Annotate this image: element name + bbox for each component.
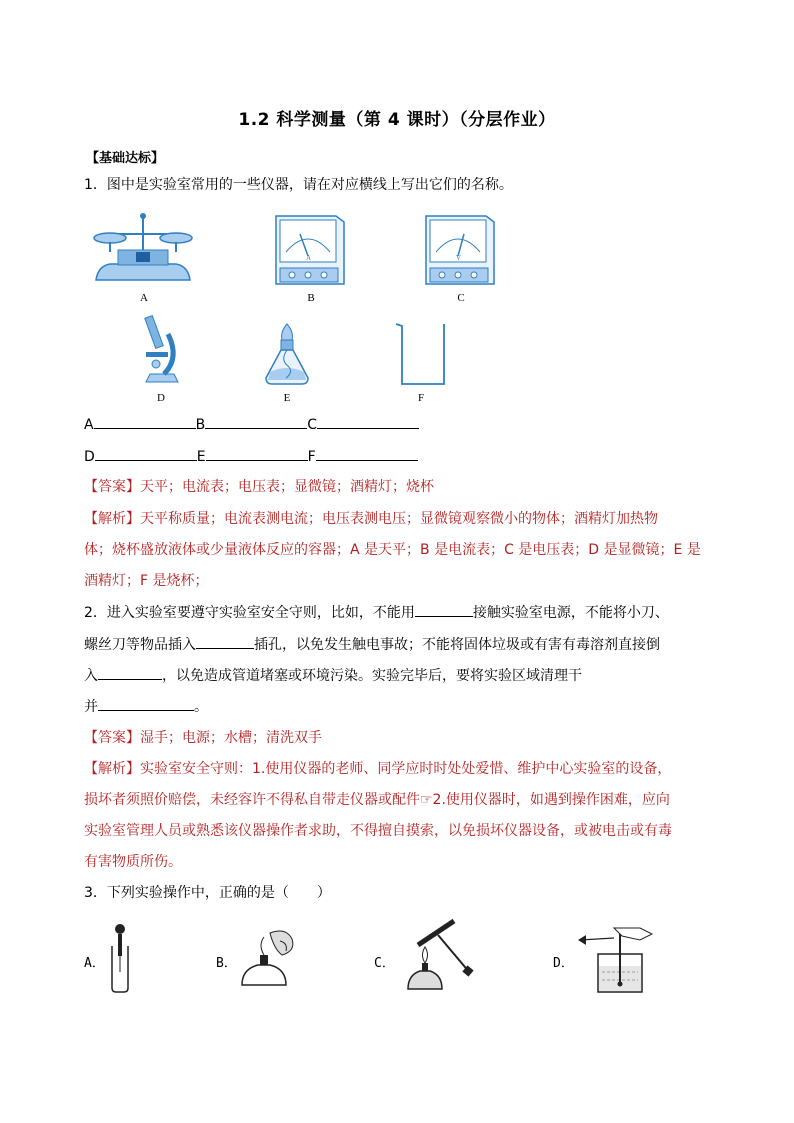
blank-label-c: C (307, 417, 317, 433)
svg-text:V: V (456, 254, 462, 262)
lamp-lighting-figure (236, 925, 304, 991)
q2-text: ，以免造成管道堵塞或环境污染。实验完毕后，要将实验区域清理干 (162, 668, 582, 684)
blank-q2-3[interactable] (98, 665, 162, 680)
figure-label-e: E (283, 392, 291, 404)
q2-line-3 (84, 665, 582, 686)
q2-text: 。 (194, 699, 208, 715)
option-d-label[interactable]: D． (553, 956, 574, 971)
dropper-in-tube-figure (104, 922, 134, 994)
q2-text: 入 (84, 668, 98, 684)
q3-stem: 3．下列实验操作中，正确的是（ ） (84, 885, 331, 901)
option-b-label[interactable]: B． (216, 956, 237, 971)
blank-b[interactable] (205, 414, 307, 429)
heating-tube-figure (394, 915, 478, 995)
answer-tag: 【答案】 (84, 730, 140, 746)
analysis-text: 天平称质量；电流表测电流；电压表测电压；显微镜观察微小的物体；酒精灯加热物 (140, 511, 658, 527)
blank-label-f: F (307, 449, 316, 465)
q2-answer (84, 728, 322, 748)
section-heading: 【基础达标】 (86, 151, 165, 166)
blank-label-b: B (195, 417, 206, 433)
answer-text: 天平；电流表；电压表；显微镜；酒精灯；烧杯 (140, 479, 434, 495)
q2-analysis-line-4: 有害物质所伤。 (84, 854, 182, 870)
q2-line-1 (84, 602, 669, 623)
blank-f[interactable] (316, 446, 418, 461)
blank-d[interactable] (95, 446, 197, 461)
figure-label-a: A (140, 292, 148, 304)
ammeter-figure (270, 212, 348, 287)
q1-stem: 1．图中是实验室常用的一些仪器，请在对应横线上写出它们的名称。 (84, 177, 513, 193)
answer-tag: 【答案】 (84, 479, 140, 495)
analysis-tag: 【解析】 (84, 761, 140, 777)
q2-text: 接触实验室电源，不能将小刀、 (472, 605, 669, 621)
page-title: 1.2 科学测量（第 4 课时）（分层作业） (238, 110, 556, 130)
blank-label-e: E (196, 449, 206, 465)
q2-line-2 (84, 634, 660, 655)
q1-analysis-line-1 (84, 509, 658, 529)
q2-analysis-line-1 (84, 759, 671, 779)
q1-analysis-line-2: 体；烧杯盛放液体或少量液体反应的容器；A 是天平；B 是电流表；C 是电压表；D 是显微镜；E 是 (84, 542, 701, 558)
alcohol-lamp-figure (262, 322, 312, 388)
microscope-figure (136, 312, 186, 388)
q2-text: 螺丝刀等物品插入 (84, 637, 196, 653)
q1-blank-row-1 (84, 414, 419, 435)
q1-answer (84, 477, 434, 497)
figure-label-c: C (457, 292, 465, 304)
blank-e[interactable] (206, 446, 308, 461)
option-a-label[interactable]: A． (84, 956, 105, 971)
option-c-label[interactable]: C． (374, 956, 395, 971)
svg-text:A: A (306, 254, 312, 262)
blank-c[interactable] (317, 414, 419, 429)
analysis-tag: 【解析】 (84, 511, 140, 527)
figure-label-d: D (157, 392, 165, 404)
q2-analysis-line-2: 损坏者须照价赔偿，未经容许不得私自带走仪器或配件☞2.使用仪器时，如遇到操作困难，应向 (84, 792, 670, 808)
q2-line-4 (84, 696, 208, 717)
q2-text: 插孔，以免发生触电事故；不能将固体垃圾或有害有毒溶剂直接倒 (254, 637, 660, 653)
figure-label-b: B (307, 292, 315, 304)
blank-a[interactable] (94, 414, 196, 429)
q2-text: 并 (84, 699, 98, 715)
balance-figure (88, 208, 198, 288)
q1-blank-row-2 (84, 446, 418, 467)
figure-label-f: F (417, 392, 425, 404)
blank-label-d: D (84, 449, 95, 465)
answer-text: 湿手；电源；水槽；清洗双手 (140, 730, 322, 746)
blank-label-a: A (84, 417, 94, 433)
thermometer-reading-figure (574, 920, 658, 996)
q2-text: 2．进入实验室要遵守实验室安全守则，比如，不能用 (84, 605, 415, 621)
q2-analysis-line-3: 实验室管理人员或熟悉该仪器操作者求助，不得擅自摸索，以免损坏仪器设备，或被电击或有毒 (84, 823, 672, 839)
analysis-text: 实验室安全守则：1.使用仪器的老师、同学应时时处处爱惜、维护中心实验室的设备， (140, 761, 672, 777)
blank-q2-1[interactable] (415, 602, 473, 617)
voltmeter-figure (420, 212, 498, 287)
blank-q2-4[interactable] (98, 696, 194, 711)
q1-analysis-line-3: 酒精灯；F 是烧杯； (84, 573, 209, 589)
blank-q2-2[interactable] (196, 634, 254, 649)
beaker-figure (394, 320, 450, 388)
